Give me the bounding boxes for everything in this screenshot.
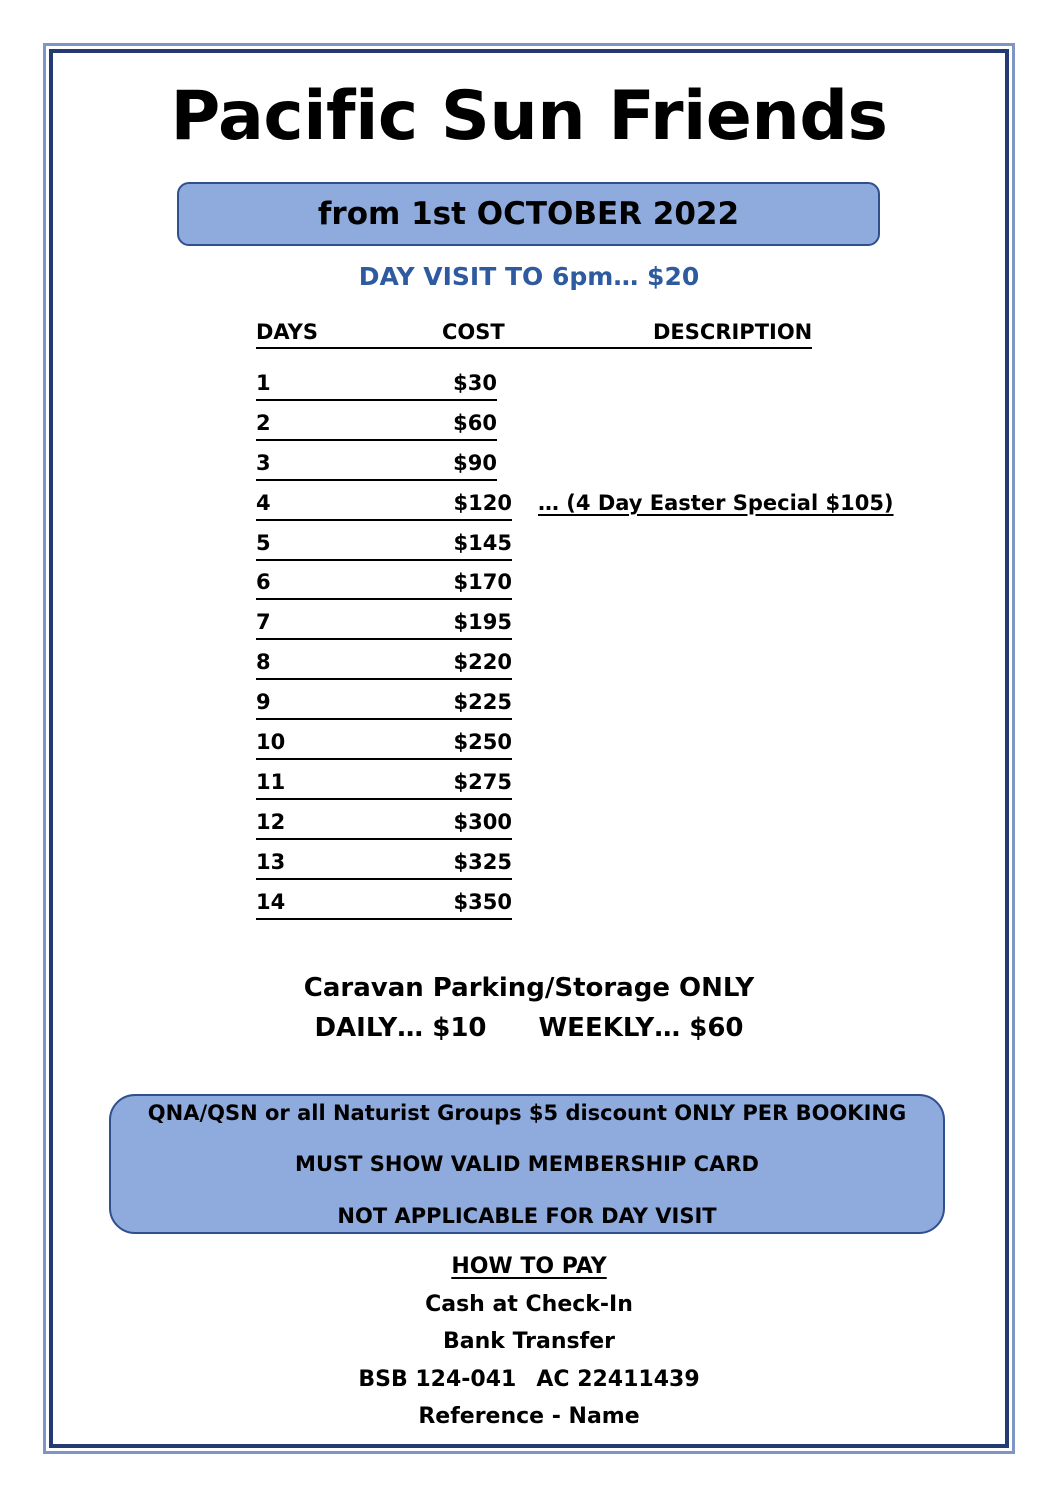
table-row <box>256 805 896 845</box>
table-row <box>256 645 896 685</box>
table-row <box>256 446 896 486</box>
row-days: 4 <box>256 490 271 515</box>
table-row <box>256 885 896 925</box>
caravan-section <box>0 968 1058 1048</box>
table-row <box>256 765 896 805</box>
discount-notice <box>109 1094 945 1234</box>
header-cost: COST <box>442 320 505 344</box>
row-cost: $275 <box>453 769 512 794</box>
header-days: DAYS <box>256 320 319 344</box>
payment-section <box>0 1248 1058 1436</box>
page-title: Pacific Sun Friends <box>170 77 888 156</box>
row-cost: $300 <box>453 809 512 834</box>
account-number: AC 22411439 <box>536 1366 700 1392</box>
caravan-heading: Caravan Parking/Storage ONLY <box>303 973 755 1003</box>
payment-reference: Reference - Name <box>418 1404 640 1430</box>
date-banner: from 1st OCTOBER 2022 <box>177 182 880 246</box>
caravan-rates <box>0 1008 1058 1048</box>
table-row <box>256 605 896 645</box>
bsb-number: BSB 124-041 <box>358 1366 517 1392</box>
row-days: 14 <box>256 889 286 914</box>
row-cost: $60 <box>453 410 497 435</box>
row-days: 9 <box>256 690 271 715</box>
row-cost: $220 <box>453 650 512 675</box>
row-days: 6 <box>256 570 271 595</box>
payment-method-cash: Cash at Check-In <box>425 1291 633 1317</box>
row-cost: $195 <box>453 610 512 635</box>
row-cost: $90 <box>453 450 497 475</box>
payment-method-transfer: Bank Transfer <box>443 1329 615 1355</box>
header-description: DESCRIPTION <box>653 320 813 344</box>
row-cost: $325 <box>453 849 512 874</box>
row-cost: $170 <box>453 570 512 595</box>
row-cost: $225 <box>453 690 512 715</box>
row-days: 1 <box>256 371 271 395</box>
discount-line: NOT APPLICABLE FOR DAY VISIT <box>337 1204 717 1228</box>
table-row <box>256 366 896 406</box>
row-days: 8 <box>256 650 271 675</box>
row-days: 12 <box>256 809 286 834</box>
bank-details <box>0 1361 1058 1399</box>
table-row <box>256 486 896 526</box>
table-row <box>256 565 896 605</box>
discount-line: MUST SHOW VALID MEMBERSHIP CARD <box>295 1152 759 1176</box>
row-description: … (4 Day Easter Special $105) <box>538 490 894 515</box>
row-cost: $250 <box>453 730 512 755</box>
row-cost: $30 <box>453 371 497 395</box>
row-cost: $120 <box>453 490 512 515</box>
table-row <box>256 685 896 725</box>
row-days: 5 <box>256 530 271 555</box>
row-days: 7 <box>256 610 271 635</box>
table-row <box>256 406 896 446</box>
payment-heading: HOW TO PAY <box>451 1254 607 1279</box>
rate-table <box>256 366 896 924</box>
row-days: 2 <box>256 410 271 435</box>
caravan-daily-rate: DAILY… $10 <box>314 1013 487 1043</box>
caravan-weekly-rate: WEEKLY… $60 <box>538 1013 744 1043</box>
table-row <box>256 526 896 566</box>
row-days: 3 <box>256 450 271 475</box>
table-row <box>256 845 896 885</box>
row-days: 11 <box>256 769 286 794</box>
row-days: 10 <box>256 730 286 755</box>
row-days: 13 <box>256 849 286 874</box>
day-visit-price: DAY VISIT TO 6pm… $20 <box>358 262 700 291</box>
rate-table-header <box>256 317 812 349</box>
discount-line: QNA/QSN or all Naturist Groups $5 discount ONLY PER BOOKING <box>147 1101 907 1125</box>
table-row <box>256 725 896 765</box>
row-cost: $145 <box>453 530 512 555</box>
row-cost: $350 <box>453 889 512 914</box>
